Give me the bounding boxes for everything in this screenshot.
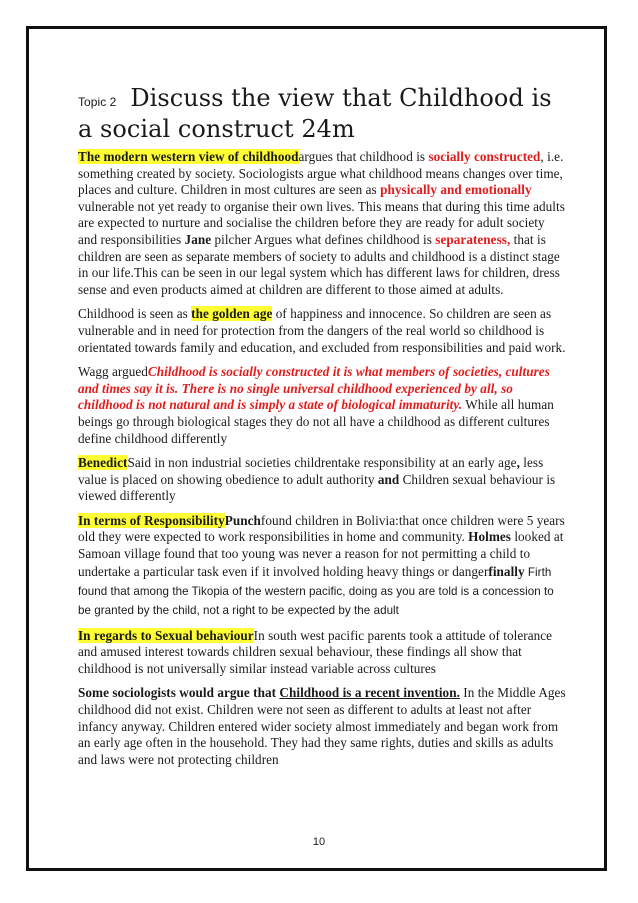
paragraph-sexual-behaviour — [78, 628, 566, 678]
text: vulnerable not yet ready to organise their own lives. This means that during this time adults are expected to nurture and socialise the children before they are ready for adult society and responsibilities — [78, 198, 565, 247]
bold-underline-text: Childhood is a recent invention. — [279, 685, 460, 701]
red-emphasis: physically and emotionally — [380, 182, 532, 198]
text: argues that childhood is — [298, 149, 429, 164]
highlight-benedict: Benedict — [78, 455, 128, 471]
text: looked at Samoan village found that too young was never a reason for not permitting a child to undertake a particular task even if it involved holding heavy things or danger — [78, 529, 564, 579]
text: In the Middle Ages childhood did not exist. Children were not seen as different to adults at least not after infancy anyway. Children entered wider society almost immediately and began work from an early age often in the household. They had they same rights, duties and skills as adults and laws were not protecting children — [78, 685, 566, 767]
text: found children in Bolivia:that once children were 5 years old they were expected to work responsibilities in home and community. — [78, 512, 565, 545]
bold-text: , — [516, 455, 520, 471]
text: Childhood is seen as — [78, 306, 192, 322]
highlight-responsibility: In terms of Responsibility — [78, 512, 225, 528]
highlight-sexual-behaviour: In regards to Sexual behaviour — [78, 627, 254, 643]
bold-name: Punch — [224, 512, 261, 528]
text: While all human beings go through biological stages they do not all have a childhood as different cultures define childhood differently — [78, 397, 554, 446]
title-line-2: a social construct 24m — [78, 115, 355, 143]
red-italic-quote: Childhood is socially constructed it is what members of societies, cultures and times say it is. There is no single universal childhood experienced by all, so childhood is not natural and is simply a state of biological immaturity. — [78, 364, 550, 413]
highlight-modern-western-view: The modern western view of childhood — [78, 149, 299, 164]
text: Wagg argued — [78, 364, 148, 380]
page-number: 10 — [312, 836, 326, 848]
text: In south west pacific parents took a attitude of tolerance and amused interest towards children sexual behaviour, these findings all show that childhood is not universally similar instead variable across cultures — [78, 627, 553, 676]
red-emphasis: separateness, — [435, 231, 511, 247]
text: of happiness and innocence. So children are seen as vulnerable and in need for protection from the dangers of the real world so childhood is orientated towards family and education, and excluded from responsibilities and paid work. — [78, 306, 566, 355]
bold-text: Some sociologists would argue that — [78, 685, 280, 701]
bold-text: finally — [488, 563, 525, 579]
bold-name: Holmes — [468, 529, 511, 545]
paragraph-recent-invention — [78, 685, 566, 768]
paragraph-modern-western-view — [78, 149, 566, 298]
document-body — [78, 82, 566, 776]
paragraph-responsibility — [78, 513, 566, 620]
text: Children sexual behaviour is viewed differently — [78, 471, 556, 504]
text: pilcher Argues what defines childhood is — [211, 231, 436, 247]
text: less value is placed on showing obedience to adult authority — [78, 455, 544, 487]
title-line-1: Discuss the view that Childhood is — [130, 84, 552, 112]
sans-text: Firth found that among the Tikopia of the western pacific, doing as you are told is a concession to be granted by the child, not a right to be expected by the adult — [78, 565, 554, 617]
text: that is children are seen as separate members of society to adults and childhood is a distinct stage in our life.This can be seen in our legal system which has different laws for children, dress sense and even products aimed at children are different to those aimed at adults. — [78, 231, 560, 297]
paragraph-golden-age — [78, 306, 566, 356]
title-block — [78, 82, 566, 144]
text: Said in non industrial societies childrentake responsibility at an early age — [127, 455, 517, 471]
bold-name: Jane — [184, 231, 212, 247]
topic-label: Topic 2 — [78, 95, 117, 109]
text: , i.e. something created by society. Sociologists argue what childhood means changes over time, places and culture. Children in most cultures are seen as — [78, 149, 564, 198]
bold-text: and — [377, 471, 400, 487]
paragraph-wagg — [78, 364, 566, 447]
highlight-golden-age: the golden age — [191, 306, 273, 322]
red-emphasis: socially constructed — [428, 149, 541, 164]
paragraph-benedict — [78, 455, 566, 505]
